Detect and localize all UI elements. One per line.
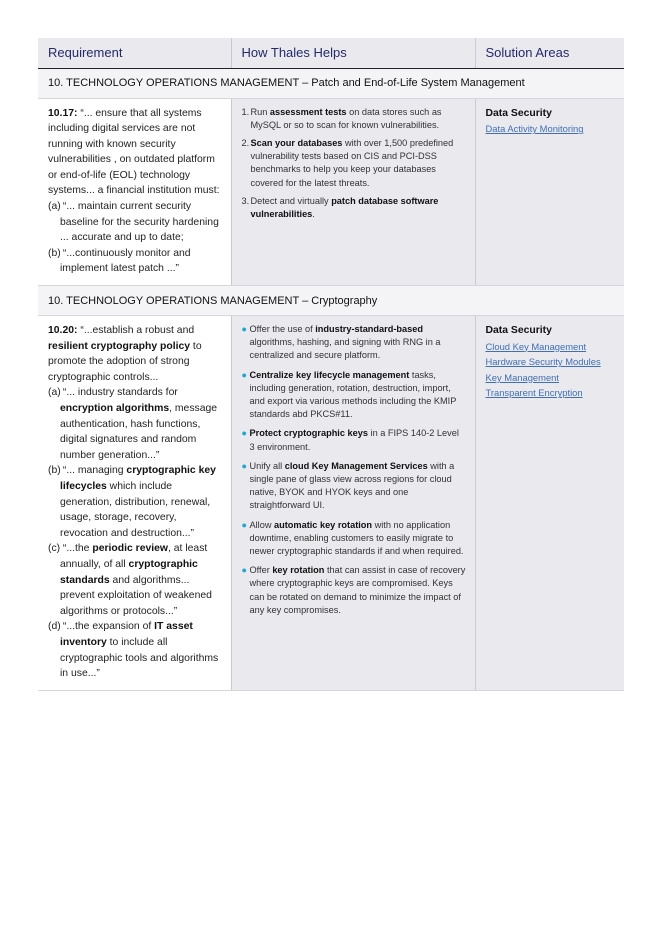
section-row-patch <box>38 68 624 98</box>
requirements-table <box>38 38 624 691</box>
section-title: 10. TECHNOLOGY OPERATIONS MANAGEMENT – Cryptography <box>38 286 624 316</box>
requirement-item: (a) “... industry standards for encryption algorithms, message authentication, hash functions, digital signatures and random number generation...” <box>48 387 218 461</box>
link-data-activity-monitoring[interactable]: Data Activity Monitoring <box>485 123 584 135</box>
requirement-intro: “... ensure that all systems including digital services are not running with known security vulnerabilities , on outdated platform or end-of-life (EOL) technology systems... a financial institution must: <box>48 107 220 197</box>
bullet-icon: ● <box>241 324 247 335</box>
help-item: ● Allow automatic key rotation with no application downtime, enabling customers to easily migrate to newer cryptographic standards if and when required. <box>242 519 467 559</box>
help-item: 1. Run assessment tests on data stores such as MySQL or so to scan for known vulnerabilities. <box>241 106 442 130</box>
help-bullet-list <box>242 323 467 617</box>
requirement-item: (d) “...the expansion of IT asset inventory to include all cryptographic tools and algorithms in use...” <box>48 621 219 680</box>
bullet-icon: ● <box>241 565 247 576</box>
help-cell <box>231 316 475 691</box>
table-header-row <box>38 38 624 68</box>
bullet-icon: ● <box>241 428 247 439</box>
help-item: 2. Scan your databases with over 1,500 predefined vulnerability tests based on CIS and PCI-DSS benchmarks to help you keep your databases covered for the latest threats. <box>241 137 454 188</box>
help-item: 3. Detect and virtually patch database software vulnerabilities. <box>241 195 439 219</box>
bullet-icon: ● <box>241 519 247 530</box>
requirement-id: 10.17: <box>48 107 78 119</box>
section-row-cryptography <box>38 286 624 316</box>
requirement-id: 10.20: <box>48 325 78 337</box>
bullet-icon: ● <box>241 369 247 380</box>
solution-heading: Data Security <box>485 325 552 337</box>
help-item: ● Offer the use of industry-standard-based algorithms, hashing, and signing with RNG in a centralized and secure platform. <box>242 323 467 363</box>
header-how-thales-helps: How Thales Helps <box>231 38 475 68</box>
link-transparent-encryption[interactable]: Transparent Encryption <box>485 387 583 399</box>
solution-cell <box>475 316 624 691</box>
requirement-item: (c) “...the periodic review, at least annually, of all cryptographic standards and algorithms... prevent exploitation of weakened algorithms or protocols...” <box>48 543 212 617</box>
help-item: ● Centralize key lifecycle management tasks, including generation, rotation, destruction, import, and export via various methods including the KMIP standards abd PKCS#11. <box>242 369 467 422</box>
content-row-patch <box>38 98 624 286</box>
requirement-item: (a) “... maintain current security baseline for the security hardening ... accurate and up to date; <box>48 201 219 244</box>
solution-heading: Data Security <box>485 107 552 119</box>
help-item: ● Unify all cloud Key Management Services with a single pane of glass view across regions for cloud native, BYOK and HYOK keys and one straightforward UI. <box>242 460 467 513</box>
help-cell <box>231 98 475 286</box>
header-solution-areas: Solution Areas <box>475 38 624 68</box>
help-numbered-list <box>242 106 467 222</box>
requirement-cell <box>38 98 231 286</box>
requirement-item: (b) “... managing cryptographic key lifecycles which include generation, distribution, renewal, usage, storage, recovery, revocation and destruction...” <box>48 465 216 539</box>
requirement-item: (b) “...continuously monitor and implement latest patch ...” <box>48 247 191 275</box>
header-requirement: Requirement <box>38 38 231 68</box>
section-title: 10. TECHNOLOGY OPERATIONS MANAGEMENT – Patch and End-of-Life System Management <box>38 68 624 98</box>
content-row-cryptography <box>38 316 624 691</box>
link-key-management[interactable]: Key Management <box>485 371 559 383</box>
requirement-cell: 10.20: “...establish a robust and resilient cryptography policy to promote the adoption of strong cryptographic controls... (a) “... industry standards for encryption algorithms, message authentication, hash functions, digital signatures and random number generation...” (b) “... managing cryptographic key lifecycles which include generation, distribution, renewal, usage, storage, recovery, revocation and destruction...” (c) “...the periodic review, at least annually, of all cryptographic standards and algorithms... prevent exploitation of weakened algorithms or protocols...” (d) “...the expansion of IT asset inventory to include all cryptographic tools and algorithms in use...” <box>38 316 231 691</box>
help-item: ● Protect cryptographic keys in a FIPS 140-2 Level 3 environment. <box>242 427 467 453</box>
link-cloud-key-management[interactable]: Cloud Key Management <box>485 340 587 352</box>
help-item: ● Offer key rotation that can assist in case of recovery where cryptographic keys are compromised. Keys can be rotated on demand to minimize the impact of any key compromises. <box>242 564 467 617</box>
link-hardware-security-modules[interactable]: Hardware Security Modules <box>485 356 601 368</box>
bullet-icon: ● <box>241 460 247 471</box>
solution-cell <box>475 98 624 286</box>
